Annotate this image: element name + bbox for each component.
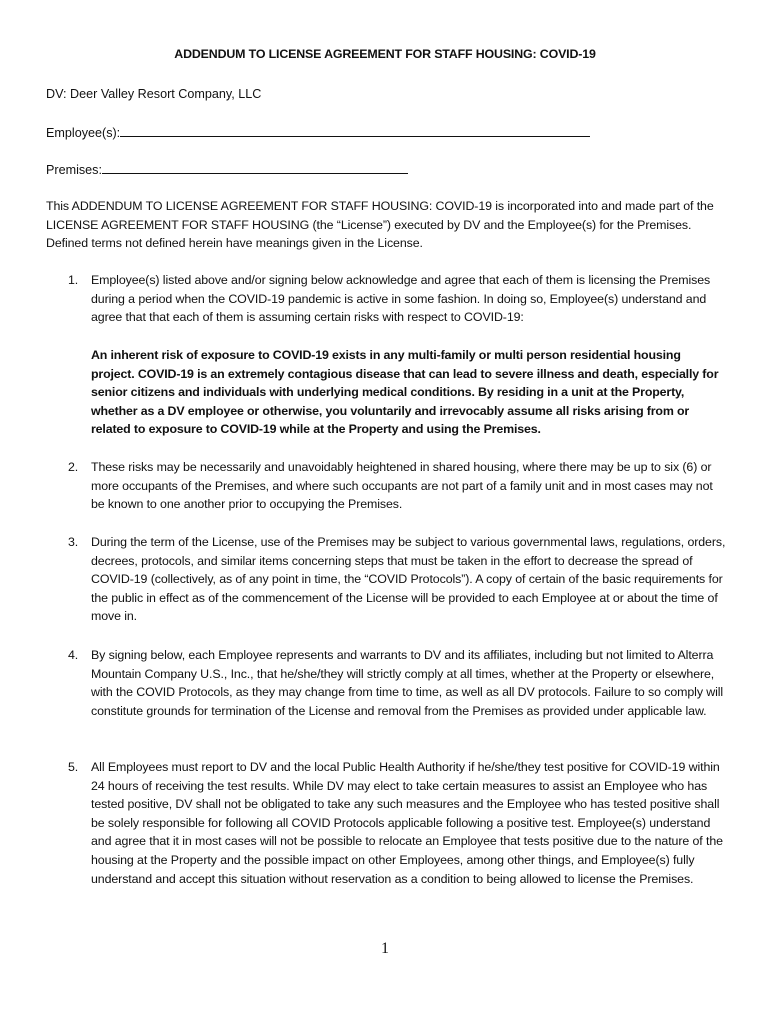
list-item-text: During the term of the License, use of the Premises may be subject to various governmental laws, regulations, orders, decrees, protocols, and similar items concerning steps that must be taken in the effort to decrease the spread of COVID-19 (collectively, as of any point in time, the “COVID Protocols”). A copy of certain of the basic requirements for the public in effect as of the commencement of the License will be provided to each Employee at or about the time of move in.	[91, 535, 726, 624]
premises-label: Premises:	[46, 163, 102, 177]
list-item	[68, 758, 728, 888]
list-item	[68, 458, 728, 514]
list-item-number: 5.	[68, 760, 79, 774]
document-title: ADDENDUM TO LICENSE AGREEMENT FOR STAFF HOUSING: COVID-19	[174, 47, 596, 61]
list-item	[68, 271, 728, 327]
list-item-number: 3.	[68, 535, 79, 549]
list-item-text: Employee(s) listed above and/or signing below acknowledge and agree that each of them is licensing the Premises during a period when the COVID-19 pandemic is active in some fashion. In doing so, Employee(s) understand and agree that that each of them is assuming certain risks with respect to COVID-19:	[91, 273, 711, 325]
list-item-text: All Employees must report to DV and the local Public Health Authority if he/she/they test positive for COVID-19 within 24 hours of receiving the test results. While DV may elect to take certain measures to assist an Employee who has tested positive, DV shall not be obligated to take any such measures and the Employee who has tested positive shall be solely responsible for following all COVID Protocols applicable following a positive test. Employee(s) understand and agree that it in most cases will not be possible to relocate an Employee that tests positive due to the nature of the housing at the Property and the possible impact on other Employees, among other things, and Employee(s) fully understand and accept this situation without reservation as a condition to being allowed to license the Premises.	[91, 760, 723, 886]
premises-blank-line	[102, 161, 408, 174]
premises-field-row	[46, 161, 408, 177]
list-item	[68, 533, 728, 626]
page-number: 1	[381, 940, 389, 957]
employee-field-row	[46, 124, 590, 140]
list-item-number: 4.	[68, 648, 79, 662]
list-item-text: These risks may be necessarily and unavoidably heightened in shared housing, where there may be up to six (6) or more occupants of the Premises, and where such occupants are not part of a family unit and in most cases may not be known to one another prior to occupying the Premises.	[91, 460, 713, 512]
list-item-text: By signing below, each Employee represents and warrants to DV and its affiliates, including but not limited to Alterra Mountain Company U.S., Inc., that he/she/they will strictly comply at all times, whether at the Property or elsewhere, with the COVID Protocols, as they may change from time to time, as well as all DV protocols. Failure to so comply will constitute grounds for termination of the License and removal from the Premises as provided under applicable law.	[91, 648, 724, 718]
risk-warning-paragraph: An inherent risk of exposure to COVID-19 exists in any multi-family or multi person residential housing project. COVID-19 is an extremely contagious disease that can lead to severe illness and death, especially for senior citizens and individuals with underlying medical conditions. By residing in a unit at the Property, whether as a DV employee or otherwise, you voluntarily and irrevocably assume all risks arising from or related to exposure to COVID-19 while at the Property and using the Premises.	[91, 348, 719, 437]
employee-blank-line	[120, 124, 590, 137]
employee-label: Employee(s):	[46, 126, 121, 140]
list-item-number: 1.	[68, 273, 79, 287]
list-item	[68, 646, 728, 720]
list-item-number: 2.	[68, 460, 79, 474]
intro-paragraph: This ADDENDUM TO LICENSE AGREEMENT FOR STAFF HOUSING: COVID-19 is incorporated into and made part of the LICENSE AGREEMENT FOR STAFF HOUSING (the “License”) executed by DV and the Employee(s) for the Premises. Defined terms not defined herein have meanings given in the License.	[46, 199, 714, 251]
dv-party-line: DV: Deer Valley Resort Company, LLC	[46, 87, 262, 101]
